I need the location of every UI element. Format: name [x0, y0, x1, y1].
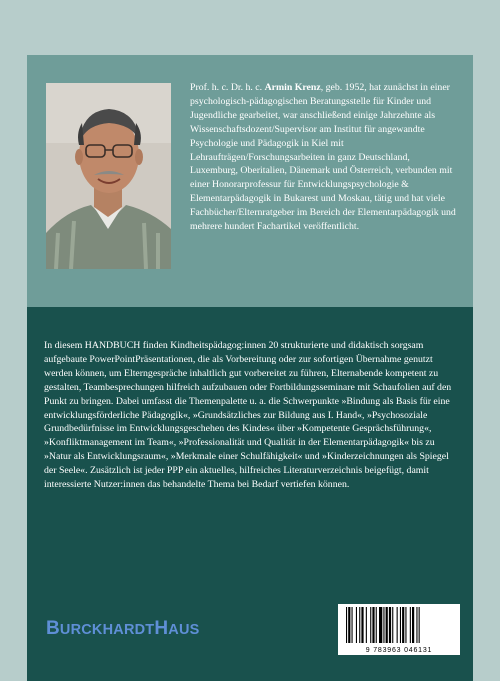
author-bio [190, 81, 458, 234]
author-bio-text: , geb. 1952, hat zunächst in einer psychologisch-pädagogischen Beratungsstelle für Kinder und Jugendliche gearbeitet, war anschließend einige Jahrzehnte als Wissenschaftsdozent/Supervisor am Institut für angewandte Psychologie und Pädagogik in Kiel mit Lehraufträgen/Forschungsarbeiten in ganz Deutschland, Luxemburg, Oberitalien, Dänemark und Österreich, verbunden mit einer Honorarprofessur für Entwicklungspsychologie & Elementarpädagogik in Bukarest und Moskau, tätig und hat viele Fachbücher/Elternratgeber im Bereich der Elementarpädagogik und mehrere hundert Fachartikel veröffentlicht. [190, 82, 456, 233]
book-description: In diesem HANDBUCH finden Kindheitspädagog:innen 20 strukturierte und didaktisch sorgsam aufgebaute PowerPointPräsentationen, die als Vorbereitung oder zur sofortigen Übernahme genutzt werden können, um Elterngespräche inhaltlich gut vorbereitet zu führen, Elternabende kompetent zu gestalten, Teambesprechungen hilfreich aufzubauen oder Fortbildungsseminare mit Schaufolien auf den Punkt zu bringen. Dabei umfasst die Themenpalette u. a. die Schwerpunkte »Bindung als Basis für eine entwicklungsförderliche Pädagogik«, »Grundsätzliches zur Bildung aus I. Hand«, »Psychosoziale Grundbedürfnisse im Entwicklungsgeschehen des Kindes« über »Kompetente Gesprächsführung«, »Konfliktmanagement im Team«, »Professionalität und Qualität in der Elementarpädagogik« bis zu »Natur als Entwicklungsraum«, »Merkmale einer Schulfähigkeit« und »Kinderzeichnungen als Spiegel der Seele«. Zusätzlich ist jeder PPP ein aktuelles, hilfreiches Literaturverzeichnis beigefügt, damit interessierte Nutzer:innen das behandelte Thema bei Bedarf vertiefen können. [44, 340, 452, 491]
publisher-logo-b: B [46, 618, 60, 639]
isbn-barcode [338, 604, 460, 655]
publisher-logo-h: H [154, 618, 169, 639]
author-title: Prof. h. c. Dr. h. c. [190, 82, 265, 93]
author-name: Armin Krenz [264, 82, 321, 93]
author-photo [46, 83, 171, 269]
publisher-logo-urckhardt: URCKHARDT [59, 622, 155, 638]
publisher-logo [46, 618, 200, 640]
isbn-number: 9 783963 046131 [365, 647, 433, 654]
publisher-logo-aus: AUS [168, 622, 200, 638]
